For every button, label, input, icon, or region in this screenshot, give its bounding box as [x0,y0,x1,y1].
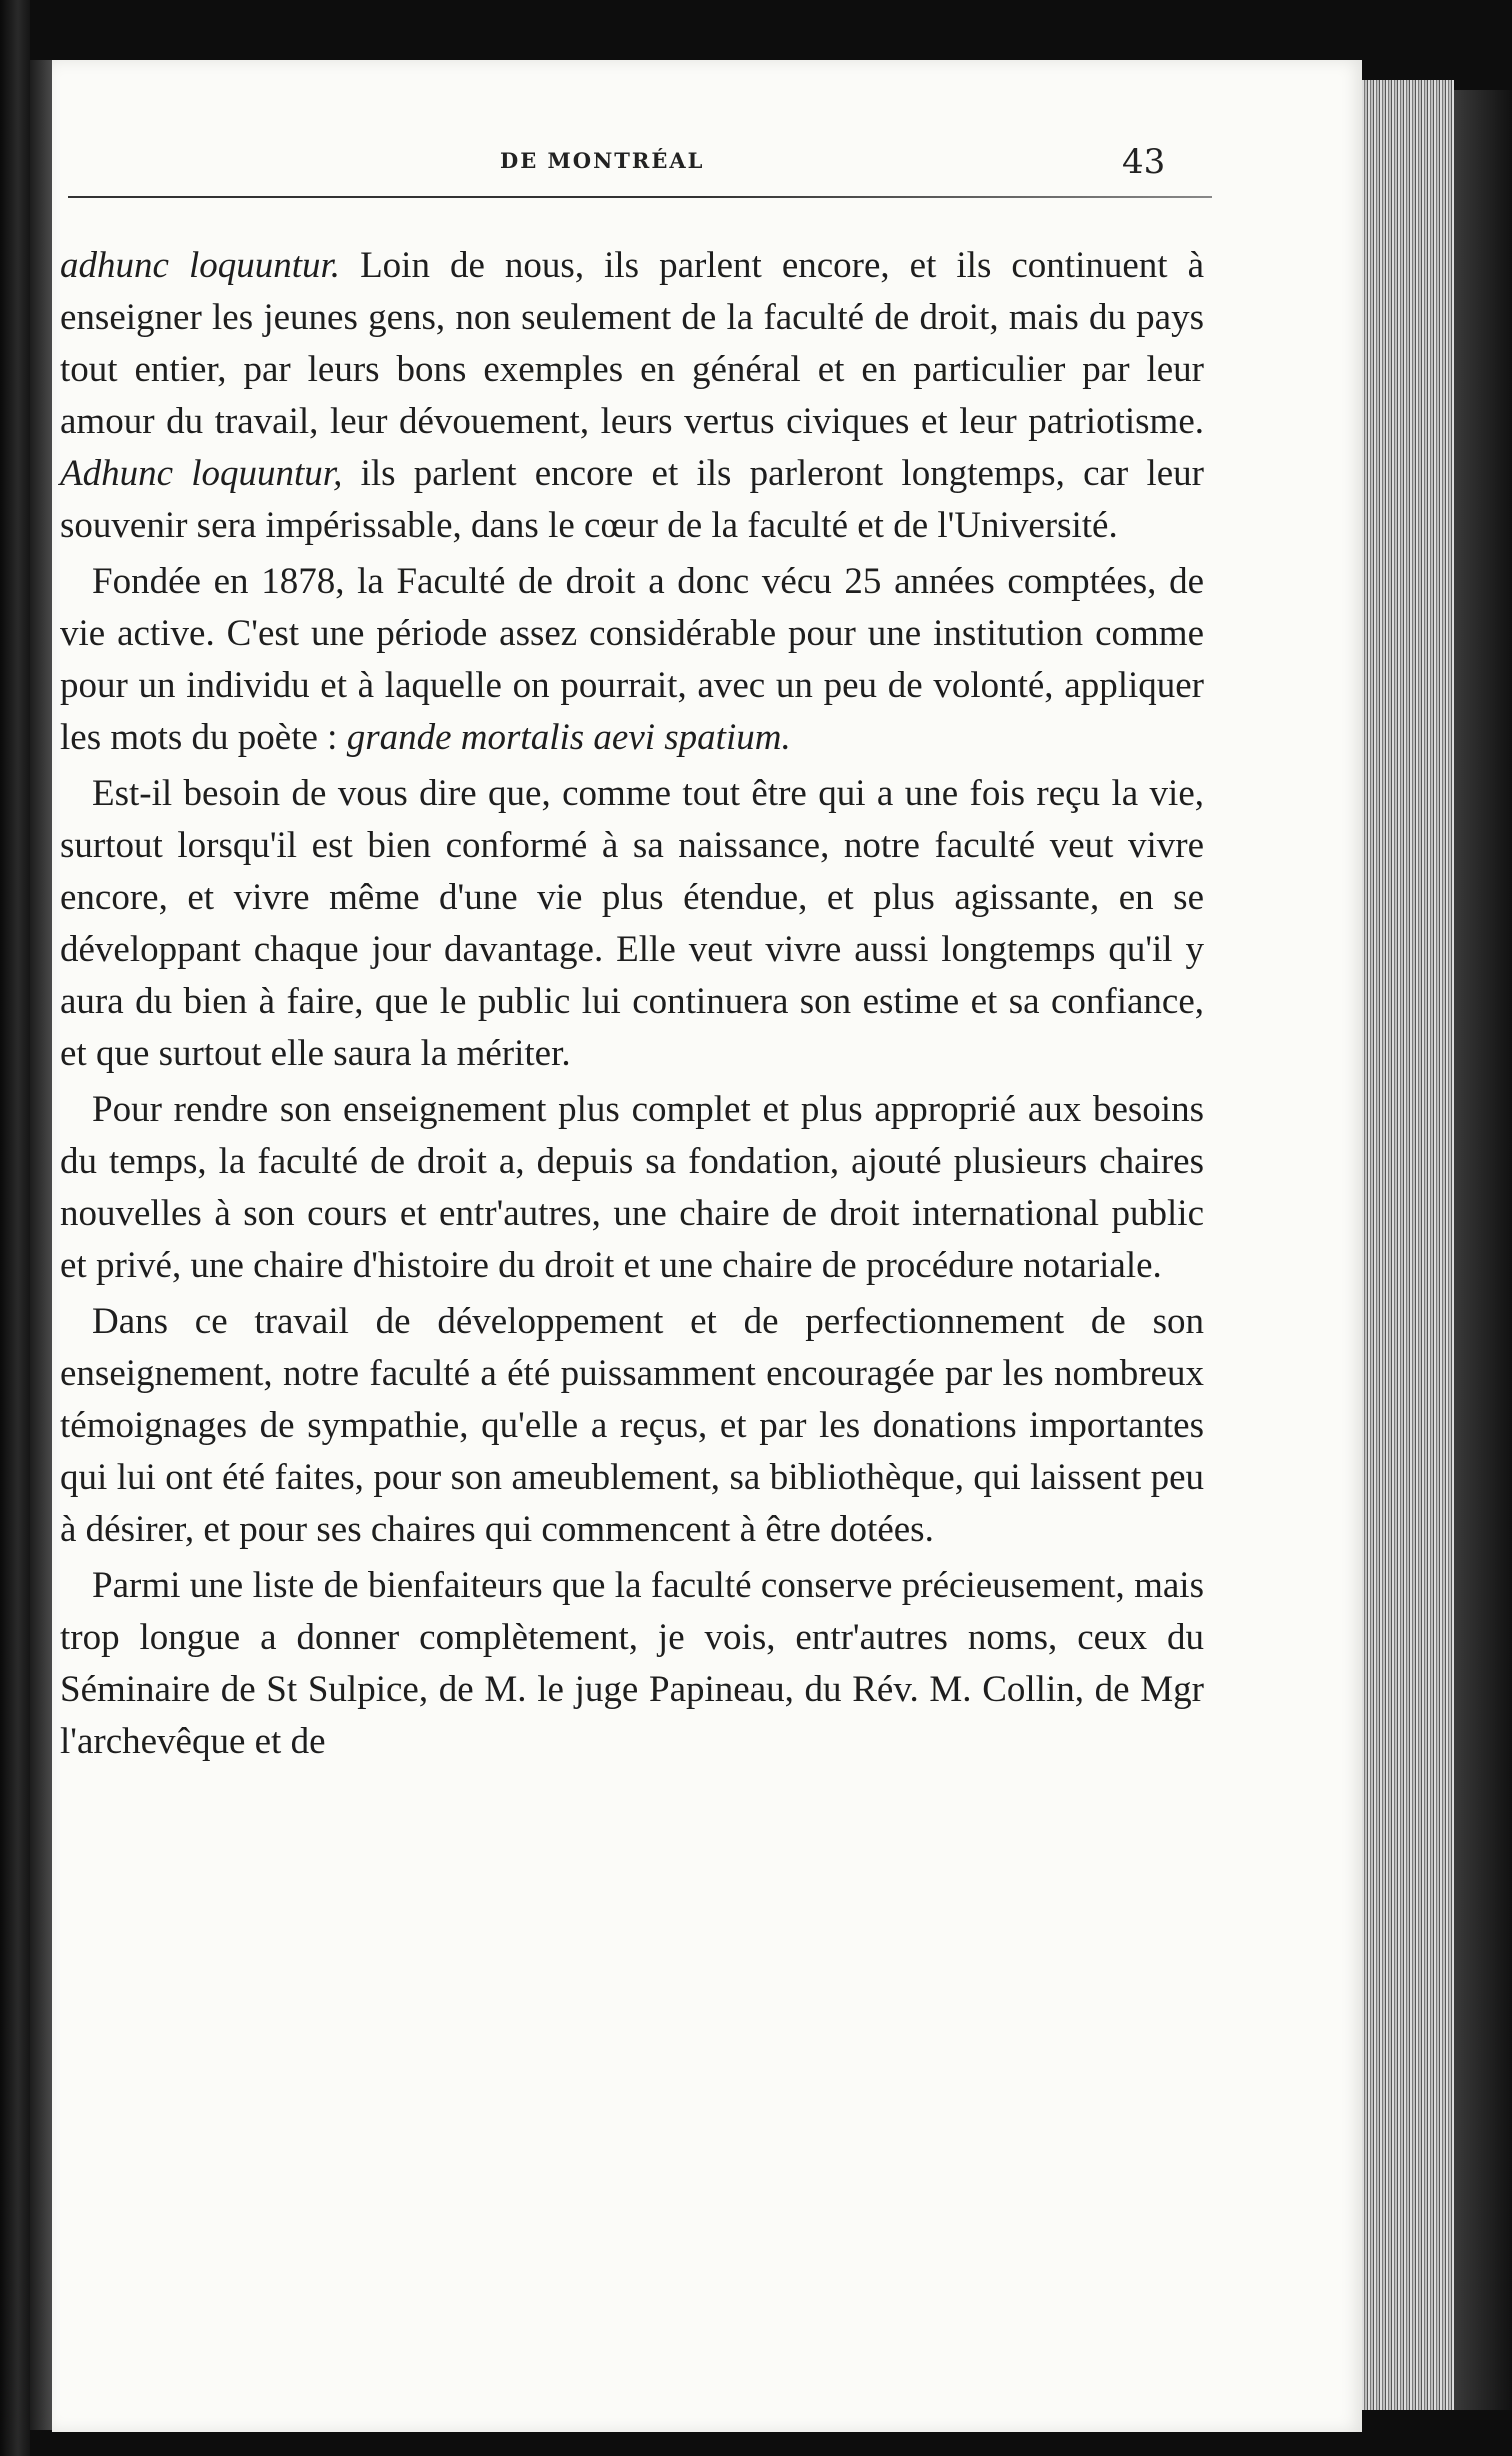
paragraph-text: Fondée en 1878, la Faculté de droit a donc vécu 25 années comptées, de vie active. C'est une période assez considérable pour une institution comme pour un individu et à laquelle on pourrait, avec un peu de volonté, appliquer les mots du poète : [60,561,1204,758]
paragraph-text: Loin de nous, ils parlent encore, et ils continuent à enseigner les jeunes gens, non seulement de la faculté de droit, mais du pays tout entier, par leurs bons exemples en général et en particulier par leur amour du travail, leur dévouement, leurs vertus civiques et leur patriotisme. [60,245,1205,442]
paragraph-5 [60,1296,1204,1556]
page-number: 43 [1122,142,1166,182]
paragraph-text: Parmi une liste de bienfaiteurs que la faculté conserve précieusement, mais trop longue a donner complètement, je vois, entr'autres noms, ceux du Séminaire de St Sulpice, de M. le juge Papineau, du Rév. M. Collin, de Mgr l'archevêque et de [60,1565,1204,1762]
paragraph-text: Pour rendre son enseignement plus complet et plus approprié aux besoins du temps, la faculté de droit a, depuis sa fondation, ajouté plusieurs chaires nouvelles à son cours et entr'autres, une chaire de droit international public et privé, une chaire d'histoire du droit et une chaire de procédure notariale. [60,1089,1204,1286]
book-spine-edge [0,0,30,2456]
book-cover-edge [1454,90,1512,2410]
running-head: DE MONTRÉAL [500,148,705,173]
header-rule [68,196,1212,198]
paragraph-text: ils parlent encore et ils parleront longtemps, car leur souvenir sera impérissable, dans le cœur de la faculté et de l'Université. [60,453,1204,546]
paragraph-1 [60,240,1204,552]
italic-phrase: adhunc loquuntur. [60,245,341,286]
body-text [60,240,1204,1772]
gutter-shadow [30,60,52,2430]
italic-phrase: grande mortalis aevi spatium. [346,717,791,758]
paragraph-2 [60,556,1204,764]
paragraph-3 [60,768,1204,1080]
paragraph-text: Est-il besoin de vous dire que, comme tout être qui a une fois reçu la vie, surtout lorsqu'il est bien conformé à sa naissance, notre faculté veut vivre encore, et vivre même d'une vie plus étendue, et plus agissante, en se développant chaque jour davantage. Elle veut vivre aussi longtemps qu'il y aura du bien à faire, que le public lui continuera son estime et sa confiance, et que surtout elle saura la mériter. [60,773,1204,1074]
italic-phrase: Adhunc loquuntur, [60,453,343,494]
paragraph-text: Dans ce travail de développement et de perfectionnement de son enseignement, notre faculté a été puissamment encouragée par les nombreux témoignages de sympathie, qu'elle a reçus, et par les donations importantes qui lui ont été faites, pour son ameublement, sa bibliothèque, qui laissent peu à désirer, et pour ses chaires qui commencent à être dotées. [60,1301,1204,1550]
paragraph-6 [60,1560,1204,1768]
paragraph-4 [60,1084,1204,1292]
page-stack-edges [1362,80,1454,2410]
